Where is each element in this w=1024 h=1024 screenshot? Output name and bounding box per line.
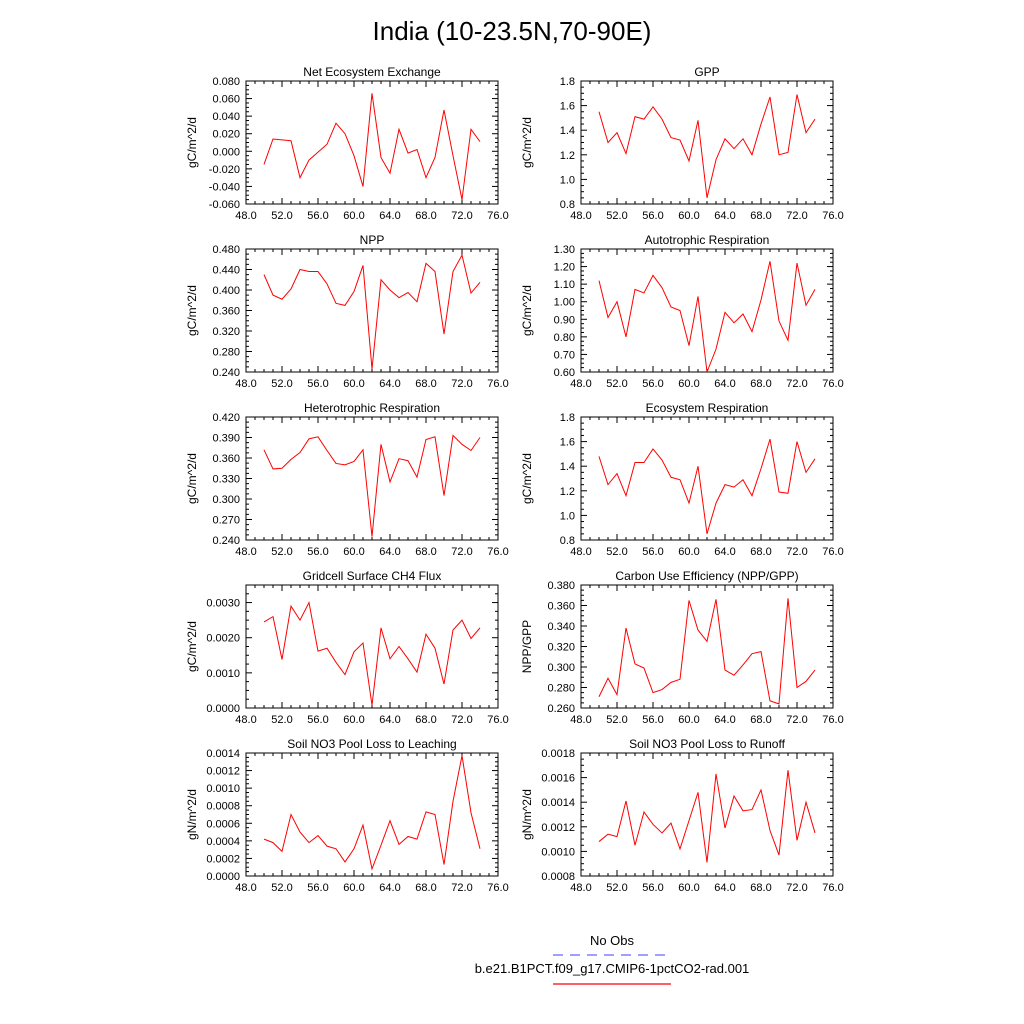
y-tick-label: 1.10 [553,279,575,292]
x-tick-label: 60.0 [343,882,365,894]
x-tick-label: 76.0 [487,546,509,558]
y-tick-label: 1.30 [553,244,575,256]
x-tick-label: 56.0 [307,378,329,390]
y-tick-label: 0.060 [212,93,240,106]
series-line [599,598,815,704]
x-tick-label: 72.0 [786,210,808,222]
panel-gpp [520,65,844,222]
y-tick-label: 0.0014 [206,748,240,760]
x-tick-label: 68.0 [415,378,437,390]
y-tick-label: 0.0000 [206,703,240,715]
plot-frame [581,81,833,204]
y-tick-label: 0.240 [212,535,240,547]
y-tick-label: 1.2 [559,149,575,162]
y-tick-label: 0.480 [212,244,240,256]
x-tick-label: 64.0 [714,546,736,558]
panel-title: Gridcell Surface CH4 Flux [302,569,442,583]
x-tick-label: 48.0 [235,882,257,894]
y-tick-label: 0.000 [212,146,240,159]
x-tick-label: 64.0 [714,210,736,222]
y-tick-label: 0.0014 [541,797,575,810]
y-tick-label: 0.360 [212,305,240,318]
x-tick-label: 48.0 [235,378,257,390]
panels [185,65,844,894]
y-tick-label: 1.8 [559,76,575,88]
x-tick-label: 68.0 [415,882,437,894]
y-tick-label: 1.8 [559,412,575,424]
panel-heterotrophic-respiration [185,401,509,558]
x-tick-label: 76.0 [487,882,509,894]
y-tick-label: 0.60 [553,367,575,379]
x-tick-label: 52.0 [271,378,293,390]
x-tick-label: 76.0 [822,546,844,558]
panel-carbon-use-efficiency-npp-gpp [520,569,844,726]
series-line [264,435,480,536]
y-tick-label: 0.0012 [541,821,575,834]
panel-title: NPP [359,233,385,247]
y-tick-label: 0.0006 [206,818,240,831]
y-tick-label: 0.240 [212,367,240,379]
x-tick-label: 72.0 [451,378,473,390]
x-tick-label: 52.0 [271,714,293,726]
x-tick-label: 52.0 [271,210,293,222]
x-tick-label: 64.0 [714,882,736,894]
x-tick-label: 76.0 [822,714,844,726]
y-tick-label: 0.300 [547,662,575,674]
y-tick-label: -0.060 [208,199,240,211]
y-tick-label: 0.0004 [206,835,240,848]
y-axis-label: gN/m^2/d [185,789,199,840]
x-tick-label: 56.0 [307,714,329,726]
y-tick-label: 0.420 [212,412,240,424]
x-tick-label: 52.0 [606,546,628,558]
y-tick-label: 0.260 [547,703,575,715]
x-tick-label: 64.0 [379,882,401,894]
y-tick-label: 0.020 [212,128,240,141]
plot-frame [246,81,498,204]
x-tick-label: 76.0 [487,378,509,390]
y-axis-label: gN/m^2/d [520,789,534,840]
y-tick-label: 0.0010 [206,667,240,680]
series-line [264,93,480,199]
x-tick-label: 72.0 [786,378,808,390]
x-tick-label: 60.0 [343,546,365,558]
y-tick-label: 0.320 [547,641,575,654]
panel-npp [185,233,509,390]
plot-frame [246,753,498,876]
y-tick-label: 1.0 [559,174,575,187]
y-tick-label: 0.0010 [541,846,575,859]
y-tick-label: 0.0030 [206,597,240,610]
y-tick-label: 0.8 [559,535,575,547]
panel-ecosystem-respiration [520,401,844,558]
y-tick-label: 0.0002 [206,853,240,866]
y-tick-label: 0.280 [547,682,575,695]
y-tick-label: 0.90 [553,314,575,327]
x-tick-label: 72.0 [451,546,473,558]
y-tick-label: 1.4 [559,125,575,138]
x-tick-label: 52.0 [606,882,628,894]
x-tick-label: 52.0 [606,210,628,222]
series-line [264,603,480,706]
series-line [264,756,480,869]
y-tick-label: -0.040 [208,181,240,194]
legend-label-no-obs: No Obs [589,933,635,948]
x-tick-label: 52.0 [271,546,293,558]
x-tick-label: 48.0 [570,546,592,558]
plot-frame [246,417,498,540]
x-tick-label: 48.0 [570,882,592,894]
x-tick-label: 60.0 [678,882,700,894]
x-tick-label: 60.0 [343,210,365,222]
legend [475,933,750,984]
y-tick-label: 1.2 [559,485,575,498]
y-tick-label: 0.0020 [206,632,240,645]
y-tick-label: 0.0008 [206,800,240,813]
x-tick-label: 76.0 [822,210,844,222]
legend-label-model: b.e21.B1PCT.f09_g17.CMIP6-1pctCO2-rad.001 [474,961,750,976]
x-tick-label: 72.0 [786,714,808,726]
series-line [599,439,815,534]
x-tick-label: 68.0 [415,714,437,726]
y-axis-label: gC/m^2/d [520,285,534,336]
panel-title: Ecosystem Respiration [645,401,769,415]
x-tick-label: 68.0 [750,546,772,558]
x-tick-label: 64.0 [379,378,401,390]
y-axis-label: gC/m^2/d [185,117,199,168]
x-tick-label: 48.0 [570,378,592,390]
x-tick-label: 68.0 [750,714,772,726]
series-line [599,95,815,198]
x-tick-label: 72.0 [451,714,473,726]
y-tick-label: 1.0 [559,510,575,523]
x-tick-label: 68.0 [750,378,772,390]
y-tick-label: 1.6 [559,436,575,449]
x-tick-label: 76.0 [822,378,844,390]
x-tick-label: 68.0 [750,210,772,222]
x-tick-label: 64.0 [379,546,401,558]
x-tick-label: 48.0 [235,546,257,558]
x-tick-label: 56.0 [642,378,664,390]
series-line [264,255,480,369]
y-tick-label: 0.330 [212,473,240,486]
y-tick-label: 0.70 [553,349,575,362]
x-tick-label: 72.0 [451,210,473,222]
y-tick-label: 0.340 [547,621,575,633]
y-tick-label: -0.020 [208,163,240,176]
y-tick-label: 1.6 [559,100,575,113]
y-axis-label: gC/m^2/d [185,621,199,672]
y-tick-label: 0.80 [553,331,575,344]
figure-title: India (10-23.5N,70-90E) [372,16,652,46]
panel-title: GPP [694,65,720,79]
panel-autotrophic-respiration [520,233,844,390]
y-tick-label: 0.270 [212,514,240,527]
y-tick-label: 0.080 [212,76,240,88]
panel-soil-no3-pool-loss-to-runoff [520,737,844,894]
panel-gridcell-surface-ch4-flux [185,569,509,726]
y-axis-label: gC/m^2/d [520,453,534,504]
x-tick-label: 68.0 [750,882,772,894]
x-tick-label: 68.0 [415,546,437,558]
plot-frame [246,249,498,372]
plot-frame [581,585,833,708]
x-tick-label: 64.0 [714,378,736,390]
y-tick-label: 0.040 [212,111,240,124]
panel-title: Soil NO3 Pool Loss to Runoff [629,737,785,751]
panel-title: Autotrophic Respiration [644,233,770,247]
x-tick-label: 56.0 [642,546,664,558]
x-tick-label: 60.0 [343,714,365,726]
y-tick-label: 0.0012 [206,765,240,778]
x-tick-label: 56.0 [642,882,664,894]
y-tick-label: 1.20 [553,261,575,274]
panel-title: Net Ecosystem Exchange [303,65,441,79]
x-tick-label: 60.0 [343,378,365,390]
y-axis-label: gC/m^2/d [185,453,199,504]
y-tick-label: 0.0010 [206,783,240,796]
panel-title: Heterotrophic Respiration [303,401,441,415]
panel-net-ecosystem-exchange [185,65,509,222]
panel-title: Soil NO3 Pool Loss to Leaching [287,737,457,751]
x-tick-label: 60.0 [678,714,700,726]
x-tick-label: 56.0 [642,210,664,222]
y-tick-label: 0.280 [212,346,240,359]
x-tick-label: 60.0 [678,210,700,222]
y-tick-label: 0.440 [212,264,240,277]
y-tick-label: 1.4 [559,461,575,474]
y-tick-label: 0.400 [212,285,240,297]
x-tick-label: 48.0 [570,714,592,726]
x-tick-label: 52.0 [606,378,628,390]
x-tick-label: 72.0 [786,882,808,894]
x-tick-label: 52.0 [606,714,628,726]
y-tick-label: 0.360 [212,453,240,465]
x-tick-label: 52.0 [271,882,293,894]
y-tick-label: 0.0008 [541,871,575,883]
y-tick-label: 0.0000 [206,871,240,883]
y-axis-label: NPP/GPP [520,619,534,674]
y-tick-label: 1.00 [553,296,575,309]
y-tick-label: 0.390 [212,432,240,445]
x-tick-label: 48.0 [235,714,257,726]
y-axis-label: gC/m^2/d [185,285,199,336]
x-tick-label: 48.0 [235,210,257,222]
x-tick-label: 60.0 [678,378,700,390]
x-tick-label: 64.0 [379,210,401,222]
y-tick-label: 0.0018 [541,748,575,760]
x-tick-label: 60.0 [678,546,700,558]
x-tick-label: 56.0 [307,546,329,558]
x-tick-label: 56.0 [642,714,664,726]
y-axis-label: gC/m^2/d [520,117,534,168]
x-tick-label: 76.0 [822,882,844,894]
x-tick-label: 48.0 [570,210,592,222]
x-tick-label: 56.0 [307,882,329,894]
x-tick-label: 56.0 [307,210,329,222]
y-tick-label: 0.8 [559,199,575,211]
series-line [599,261,815,372]
y-tick-label: 0.360 [547,600,575,613]
y-tick-label: 0.320 [212,326,240,338]
y-tick-label: 0.0016 [541,772,575,785]
panel-soil-no3-pool-loss-to-leaching [185,737,509,894]
x-tick-label: 64.0 [379,714,401,726]
x-tick-label: 76.0 [487,210,509,222]
x-tick-label: 72.0 [786,546,808,558]
panel-title: Carbon Use Efficiency (NPP/GPP) [615,569,799,583]
x-tick-label: 76.0 [487,714,509,726]
x-tick-label: 72.0 [451,882,473,894]
series-line [599,770,815,862]
x-tick-label: 64.0 [714,714,736,726]
x-tick-label: 68.0 [415,210,437,222]
y-tick-label: 0.300 [212,494,240,506]
y-tick-label: 0.380 [547,580,575,592]
